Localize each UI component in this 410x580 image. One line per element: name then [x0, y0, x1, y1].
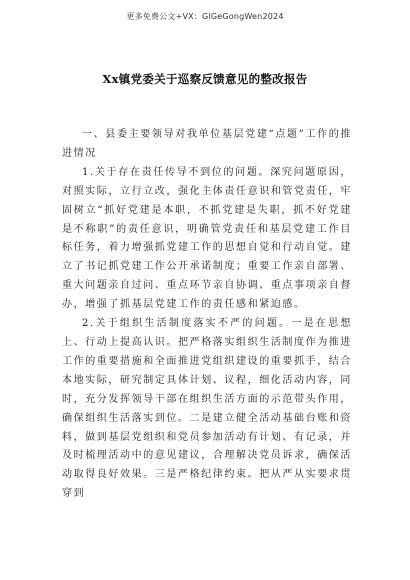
document-title: Xx镇党委关于巡察反馈意见的整改报告 — [102, 72, 308, 86]
paragraph-1: 1.关于存在责任传导不到位的问题。深究问题原因，对照实际，立行立改，强化主体责任意识和管党责任，牢固树立“抓好党建是本职，不抓党建是失职，抓不好党建是不称职”的责任意识，明确管党责任和基层党建工作目标任务，着力增强抓党建工作的思想自觉和行动自觉。建立了书记抓党建工作公开承诺制度；重要工作亲自部署、重大问题亲自过问、重点环节亲自协调、重点事项亲自督办，增强了抓基层党建工作的责任感和紧迫感。 — [62, 166, 352, 311]
document-body — [62, 126, 352, 504]
header-note: 更多免费公文+VX：GlGeGongWen2024 — [126, 12, 284, 21]
section-heading-1: 一、县委主要领导对我单位基层党建“点题”工作的推进情况 — [62, 129, 352, 159]
paragraph-2: 2.关于组织生活制度落实不严的问题。一是在思想上、行动上提高认识。把严格落实组织生活制度作为推进工作的重要措施和全面推进党组织建设的重要抓手，结合本地实际，研究制定具体计划、议程，细化活动内容，同时，充分发挥领导干部在组织生活方面的示范带头作用，确保组织生活落实到位。二是建立健全活动基础台账和资料，做到基层党组织和党员参加活动有计划、有记录，并及时梳理活动中的意见建议，合理解决党员诉求，确保活动取得良好效果。三是严格纪律约束。把从严从实要求贯穿到 — [62, 318, 352, 500]
